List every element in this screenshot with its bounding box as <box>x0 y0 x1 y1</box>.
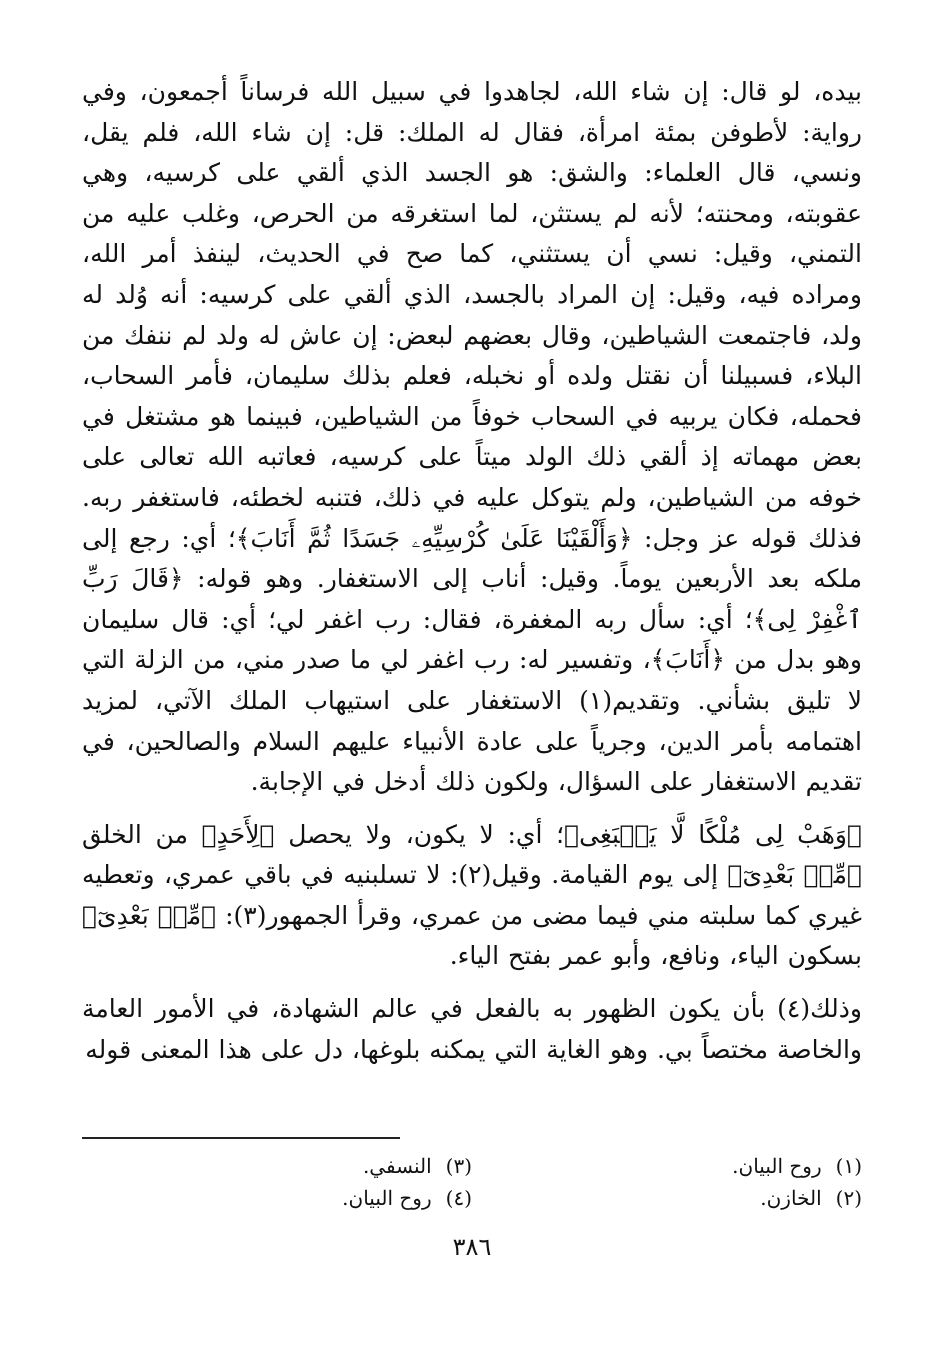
page-number: ٣٨٦ <box>452 1233 492 1261</box>
footnote-number: (٣) <box>445 1154 472 1178</box>
footnote-3 <box>82 1150 472 1182</box>
footnotes-left-column <box>82 1150 472 1214</box>
footnote-text: روح البيان. <box>732 1154 822 1178</box>
footnote-2 <box>472 1182 862 1214</box>
footnote-number: (١) <box>835 1154 862 1178</box>
body-paragraph-2: ﴿وَهَبْ لِى مُلْكًا لَّا يَنۢبَغِى﴾؛ أي: لا يكون، ولا يحصل ﴿لِأَحَدٍ﴾ من الخلق ﴿مِّنۢ بَعْدِىٓ﴾ إلى يوم القيامة. وقيل(٢): لا تسلبنيه في باقي عمري، وتعطيه غيري كما سلبته مني فيما مضى من عمري، وقرأ الجمهور(٣): ﴿مِّنۢ بَعْدِىٓ﴾ بسكون الياء، ونافع، وأبو عمر بفتح الياء. <box>82 819 862 971</box>
footnote-4 <box>82 1182 472 1214</box>
footnote-divider <box>82 1137 400 1139</box>
footnote-text: الخازن. <box>760 1186 822 1210</box>
footnote-text: النسفي. <box>362 1154 432 1178</box>
footnote-number: (٤) <box>445 1186 472 1210</box>
footnote-text: روح البيان. <box>342 1186 432 1210</box>
body-paragraph-3: وذلك(٤) بأن يكون الظهور به بالفعل في عالم الشهادة، في الأمور العامة والخاصة مختصاً بي. وهو الغاية التي يمكنه بلوغها، دل على هذا المعنى قوله <box>82 994 862 1064</box>
body-paragraph-1: بيده، لو قال: إن شاء الله، لجاهدوا في سبيل الله فرساناً أجمعون، وفي رواية: لأطوفن بمئة امرأة، فقال له الملك: قل: إن شاء الله، فلم يقل، ونسي، قال العلماء: والشق: هو الجسد الذي ألقي على كرسيه، وهي عقوبته، ومحنته؛ لأنه لم يستثن، لما استغرقه من الحرص، وغلب عليه من التمني، وقيل: نسي أن يستثني، كما صح في الحديث، لينفذ أمر الله، ومراده فيه، وقيل: إن المراد بالجسد، الذي ألقي على كرسيه: أنه وُلد له ولد، فاجتمعت الشياطين، وقال بعضهم لبعض: إن عاش له ولد لم ننفك من البلاء، فسبيلنا أن نقتل ولده أو نخبله، فعلم بذلك سليمان، فأمر السحاب، فحمله، فكان يربيه في السحاب خوفاً من الشياطين، فبينما هو مشتغل في بعض مهماته إذ ألقي ذلك الولد ميتاً على كرسيه، فعاتبه الله تعالى على خوفه من الشياطين، ولم يتوكل عليه في ذلك، فتنبه لخطئه، فاستغفر ربه. فذلك قوله عز وجل: ﴿وَأَلْقَيْنَا عَلَىٰ كُرْسِيِّهِۦ جَسَدًا ثُمَّ أَنَابَ﴾؛ أي: رجع إلى ملكه بعد الأربعين يوماً. وقيل: أناب إلى الاستغفار. وهو قوله: ﴿قَالَ رَبِّ ٱغْفِرْ لِى﴾؛ أي: سأل ربه المغفرة، فقال: رب اغفر لي؛ أي: قال سليمان وهو بدل من ﴿أَنَابَ﴾، وتفسير له: رب اغفر لي ما صدر مني، من الزلة التي لا تليق بشأني. وتقديم(١) الاستغفار على استيهاب الملك الآتي، لمزيد اهتمامه بأمر الدين، وجرياً على عادة الأنبياء عليهم السلام والصالحين، في تقديم الاستغفار على السؤال، ولكون ذلك أدخل في الإجابة. <box>82 77 862 797</box>
footnotes <box>82 1150 862 1214</box>
footnote-1 <box>472 1150 862 1182</box>
footnote-number: (٢) <box>835 1186 862 1210</box>
footnotes-right-column <box>472 1150 862 1214</box>
